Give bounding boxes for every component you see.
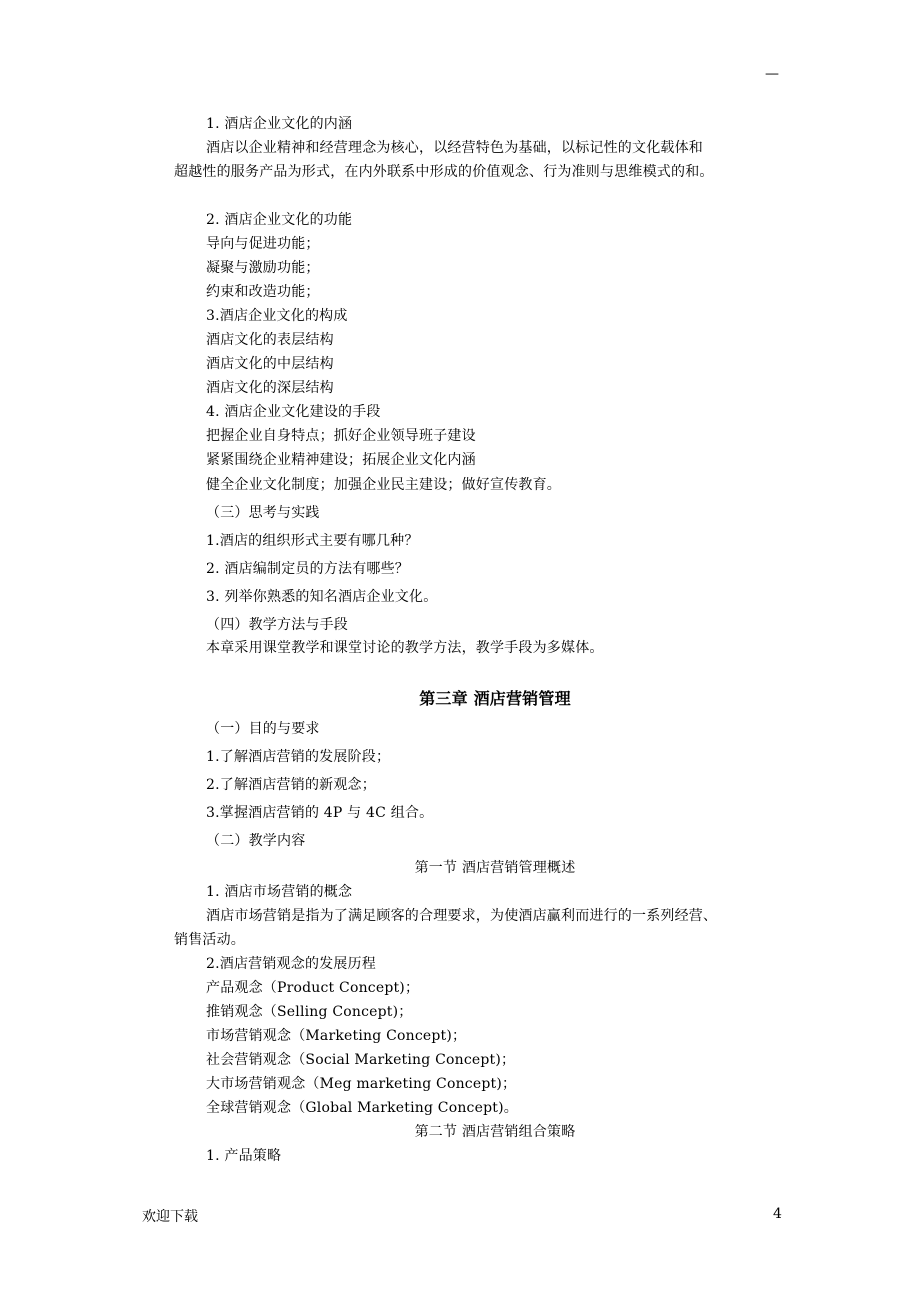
paragraph-line: 酒店文化的中层结构: [206, 356, 334, 372]
subsection-title: 第二节 酒店营销组合策略: [414, 1124, 576, 1140]
paragraph-line: 约束和改造功能；: [206, 284, 320, 300]
paragraph-line: 酒店文化的表层结构: [206, 332, 334, 348]
paragraph-line: 酒店市场营销是指为了满足顾客的合理要求，为使酒店赢利而进行的一系列经营、: [206, 908, 718, 924]
paragraph-line: 社会营销观念（Social Marketing Concept)；: [206, 1052, 516, 1068]
paragraph-line: 本章采用课堂教学和课堂讨论的教学方法，教学手段为多媒体。: [206, 640, 604, 656]
paragraph-line: 1.酒店的组织形式主要有哪几种？: [206, 533, 419, 549]
paragraph-line: 导向与促进功能；: [206, 236, 320, 252]
chapter-title: 第三章 酒店营销管理: [419, 689, 571, 708]
paragraph-line: 产品观念（Product Concept)；: [206, 980, 420, 996]
section-heading: （二）教学内容: [206, 833, 306, 849]
paragraph-line: 酒店文化的深层结构: [206, 380, 334, 396]
paragraph-line: 大市场营销观念（Meg marketing Concept)；: [206, 1076, 517, 1092]
paragraph-line: 销售活动。: [174, 932, 245, 948]
paragraph-line: 1. 产品策略: [206, 1148, 282, 1164]
paragraph-line: 2.了解酒店营销的新观念；: [206, 777, 376, 793]
paragraph-line: 2. 酒店编制定员的方法有哪些？: [206, 561, 410, 577]
footer-text: 欢迎下载: [142, 1209, 198, 1225]
paragraph-line: 推销观念（Selling Concept)；: [206, 1004, 413, 1020]
paragraph-line: 超越性的服务产品为形式，在内外联系中形成的价值观念、行为准则与思维模式的和。: [174, 164, 714, 180]
paragraph-line: 1. 酒店企业文化的内涵: [206, 116, 353, 132]
section-heading: （三）思考与实践: [206, 505, 320, 521]
paragraph-line: 4. 酒店企业文化建设的手段: [206, 404, 381, 420]
paragraph-line: 3. 列举你熟悉的知名酒店企业文化。: [206, 589, 438, 605]
paragraph-line: 市场营销观念（Marketing Concept)；: [206, 1028, 467, 1044]
paragraph-line: 1.了解酒店营销的发展阶段；: [206, 749, 391, 765]
paragraph-line: 凝聚与激励功能；: [206, 260, 320, 276]
paragraph-line: 2. 酒店企业文化的功能: [206, 212, 353, 228]
paragraph-line: 把握企业自身特点；抓好企业领导班子建设: [206, 428, 476, 444]
paragraph-line: 酒店以企业精神和经营理念为核心，以经营特色为基础，以标记性的文化载体和: [206, 140, 703, 156]
paragraph-line: 紧紧围绕企业精神建设；拓展企业文化内涵: [206, 452, 476, 468]
paragraph-line: 全球营销观念（Global Marketing Concept)。: [206, 1100, 518, 1116]
paragraph-line: 3.掌握酒店营销的 4P 与 4C 组合。: [206, 805, 434, 821]
subsection-title: 第一节 酒店营销管理概述: [414, 860, 576, 876]
section-heading: （一）目的与要求: [206, 721, 320, 737]
paragraph-line: 1. 酒店市场营销的概念: [206, 884, 353, 900]
page-number: 4: [773, 1206, 782, 1222]
header-mark: —: [765, 66, 779, 82]
paragraph-line: 健全企业文化制度；加强企业民主建设；做好宣传教育。: [206, 477, 561, 493]
paragraph-line: 3.酒店企业文化的构成: [206, 308, 348, 324]
paragraph-line: 2.酒店营销观念的发展历程: [206, 956, 376, 972]
section-heading: （四）教学方法与手段: [206, 617, 348, 633]
